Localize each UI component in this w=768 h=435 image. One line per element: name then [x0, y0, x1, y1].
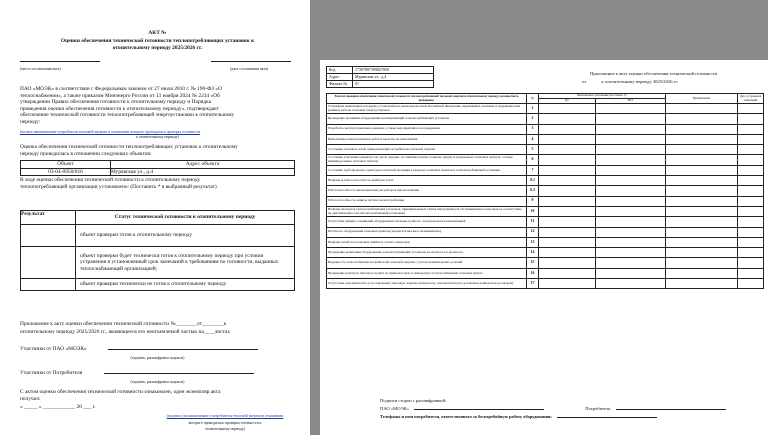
row-number: 8.1	[527, 176, 539, 186]
status-header: Статус технической готовности к отопительному периоду	[76, 211, 295, 225]
requirement-text: Плотность оборудования тепловых пунктов (запорн.Р и вкл.кж в наличии/ижно).	[327, 227, 527, 237]
deadline-cell[interactable]	[738, 124, 764, 134]
bottom-caption-3: отопительному периоду)	[204, 427, 246, 431]
result-table	[20, 210, 295, 291]
yes-cell[interactable]	[539, 104, 596, 114]
yes-cell[interactable]	[539, 279, 596, 289]
result-cell[interactable]	[21, 279, 76, 291]
table-row	[327, 134, 764, 144]
row-number: 13	[527, 237, 539, 247]
note-cell[interactable]	[666, 145, 738, 155]
appendix-line-2: отопительному периоду 2025/2026 гг., являющееся его неотъемлемой частью на____листах	[20, 329, 231, 335]
row-number: 9	[527, 196, 539, 206]
requirement-text: Наличие и работоспособность приборов учета	[327, 176, 527, 186]
no-cell[interactable]	[595, 268, 665, 278]
yes-cell[interactable]	[539, 196, 596, 206]
yes-cell[interactable]	[539, 206, 596, 216]
place-caption: (место составления акта)	[20, 67, 61, 71]
yes-cell[interactable]	[539, 248, 596, 258]
requirements-table	[326, 93, 764, 289]
note-cell[interactable]	[666, 268, 738, 278]
date-caption: (дата составления акта)	[230, 67, 269, 71]
deadline-cell[interactable]	[738, 145, 764, 155]
address-value: Муравская ул., д.4	[353, 74, 434, 81]
table-row	[327, 206, 764, 216]
requirement-text: Выполнение плана ремонтных работ и качество их выполнения	[327, 134, 527, 144]
deadline-cell[interactable]	[738, 176, 764, 186]
requirement-text: Отсутствие задолженности за поставленную тепловую энергию (мощность), теплоноситель (по расчётным данным или договорам)	[327, 279, 527, 289]
completion-header: Выполнение требования (поставить V)	[539, 94, 666, 99]
yes-cell[interactable]	[539, 237, 596, 247]
deadline-cell[interactable]	[738, 237, 764, 247]
row-number: 5	[527, 145, 539, 155]
note-cell[interactable]	[666, 227, 738, 237]
requirement-text: Состояние утепления зданий (и том числе чердаки, лестничные клетки, подвалы, двери) и центральных тепловых пунктов, а также индивидуальных тепловых пунктов	[327, 155, 527, 165]
no-cell[interactable]	[595, 124, 665, 134]
deadline-cell[interactable]	[738, 155, 764, 165]
no-cell[interactable]	[595, 165, 665, 175]
requirement-text: Устранение выявленных в порядке, установленном законодательством Российской Федерации, нарушений в тепловых и гидравлических режимах работы тепловых энергоустановок	[327, 104, 527, 114]
note-cell[interactable]	[666, 186, 738, 196]
no-header: Нет	[595, 99, 665, 104]
intro-line: проведения оценки обеспечения готовности к отопительному периоду», подтверждает	[20, 105, 219, 112]
note-cell[interactable]	[666, 114, 738, 124]
note-cell[interactable]	[666, 206, 738, 216]
object-table	[20, 160, 295, 176]
sign-moek: ПАО «МОЭК»	[380, 406, 409, 411]
yes-cell[interactable]	[539, 268, 596, 278]
branch-value: 01	[353, 81, 434, 88]
yes-cell[interactable]	[539, 134, 596, 144]
deadline-cell[interactable]	[738, 248, 764, 258]
table-row	[327, 268, 764, 278]
row-number: 10	[527, 206, 539, 216]
no-cell[interactable]	[595, 279, 665, 289]
name-caption-2: к отопительному периоду)	[136, 135, 179, 139]
deadline-header: Дата устранения замечаний	[738, 94, 764, 104]
deadline-cell[interactable]	[738, 134, 764, 144]
deadline-cell[interactable]	[738, 258, 764, 268]
yes-cell[interactable]	[539, 176, 596, 186]
status-not-ready: объект проверки технически не готов к отопительному периоду	[76, 279, 295, 291]
deadline-cell[interactable]	[738, 227, 764, 237]
yes-cell[interactable]	[539, 165, 596, 175]
act-page	[0, 0, 310, 435]
row-number: 8.2	[527, 186, 539, 196]
participant-consumer: Участники от Потребителя	[20, 370, 295, 377]
appendix-line-1: Приложение к акту оценки обеспечения технической готовности №________от________к	[20, 321, 227, 327]
name-caption-1: (полное наименование потребителя тепловой энергии в отношении которого проводилась проверка готовности	[20, 130, 201, 134]
table-row	[327, 155, 764, 165]
intro-line: обеспечение технической готовности теплопотребляющей энергоустановки к отопительному	[20, 112, 235, 119]
result-header: Результат	[21, 211, 76, 225]
requirement-text: Состояние трубопроводов, арматуры и тепловой изоляции в пределах тепловых пунктов и теплопотребляющей установки	[327, 165, 527, 175]
code-value: 17397897399827850	[353, 67, 434, 74]
note-cell[interactable]	[666, 279, 738, 289]
date-line: « _____ » ____________ 20 ___ г.	[20, 404, 96, 410]
table-row	[327, 176, 764, 186]
intro-line: теплоснабжении», а также приказом Минэнерго России от 13 ноября 2024 № 2234 «Об	[20, 92, 220, 99]
note-cell[interactable]	[666, 217, 738, 227]
note-cell[interactable]	[666, 237, 738, 247]
requirement-text: Состояние тепловых сетей, принадлежащих потребителю тепловой энергии	[327, 145, 527, 155]
code-label: Код	[327, 67, 353, 74]
row-number: 17	[527, 279, 539, 289]
no-cell[interactable]	[595, 248, 665, 258]
no-cell[interactable]	[595, 145, 665, 155]
place-date-lines	[20, 58, 295, 65]
deadline-cell[interactable]	[738, 206, 764, 216]
note-header: Примечание	[666, 94, 738, 104]
requirement-text: Проведение промывки оборудования и коммуникаций теплопотребляющих установок	[327, 114, 527, 124]
requirement-text: Отсутствие прямых соединений оборудования тепловых пунктов с водопроводом и канализацией	[327, 217, 527, 227]
requirement-text: Разработка эксплуатационных режимов, а также мероприятий по их внедрению	[327, 124, 527, 134]
yes-cell[interactable]	[539, 114, 596, 124]
sign-title: Подписи сторон с расшифровкой:	[380, 398, 447, 403]
row-number: 3	[527, 124, 539, 134]
table-row	[327, 248, 764, 258]
appendix-title-from: от	[582, 79, 587, 84]
deadline-cell[interactable]	[738, 165, 764, 175]
note-cell[interactable]	[666, 155, 738, 165]
intro-paragraph	[20, 86, 295, 126]
no-cell[interactable]	[595, 227, 665, 237]
no-cell[interactable]	[595, 206, 665, 216]
yes-cell[interactable]	[539, 155, 596, 165]
row-number: 6	[527, 155, 539, 165]
sign-phone: Телефоны и имя потребителя, ответственного за бесперебойную работу оборудования:	[380, 415, 760, 420]
deadline-cell[interactable]	[738, 104, 764, 114]
act-subtitle-1: Оценки обеспечения технической готовности теплопотребляющих установок к	[60, 38, 255, 44]
intro-line: ПАО «МОЭК» в соответствии с Федеральным законом от 27 июля 2010 г. № 190-ФЗ «О	[20, 86, 222, 92]
row-number: 1	[527, 104, 539, 114]
table-row	[327, 227, 764, 237]
appendix-title-period: к отопительному периоду 2025/2026 гг.	[601, 79, 679, 84]
note-cell[interactable]	[666, 134, 738, 144]
object-address: Муравская ул., д.4	[111, 168, 295, 176]
table-row	[327, 124, 764, 134]
no-cell[interactable]	[595, 237, 665, 247]
deadline-cell[interactable]	[738, 196, 764, 206]
assessment-line: периоду проводилась в отношении следующих объектов:	[20, 150, 152, 157]
deadline-cell[interactable]	[738, 217, 764, 227]
yes-cell[interactable]	[539, 258, 596, 268]
table-row	[327, 237, 764, 247]
requirement-text: Наличие пломб на расчетных шайбах и соплах элеваторов	[327, 237, 527, 247]
requirements-header: В целях проверки обеспечения технической готовности теплопотребляющей тепловой энергии и отопительному периоду должны быть проверены:	[327, 94, 527, 104]
assessment-line: Оценка обеспечения технической готовности теплопотребляющих установок к отопительному	[20, 144, 238, 150]
yes-cell[interactable]	[539, 124, 596, 134]
table-row	[327, 145, 764, 155]
table-row	[327, 279, 764, 289]
after-table-1: В ходе оценки обеспечения технической готовности к отопительному периоду	[20, 177, 201, 183]
row-number: 12	[527, 227, 539, 237]
result-cell[interactable]	[21, 247, 76, 279]
no-cell[interactable]	[595, 155, 665, 165]
row-number: 15	[527, 258, 539, 268]
branch-label: Филиал №	[327, 81, 353, 88]
address-header: Адрес объекта	[111, 161, 295, 169]
note-cell[interactable]	[666, 165, 738, 175]
note-cell[interactable]	[666, 104, 738, 114]
row-number: 2	[527, 114, 539, 124]
note-cell[interactable]	[666, 196, 738, 206]
no-cell[interactable]	[595, 186, 665, 196]
yes-header: Да	[539, 99, 596, 104]
table-row	[327, 186, 764, 196]
row-number: 14	[527, 248, 539, 258]
sign-consumer: Потребитель	[585, 406, 611, 411]
signature-caption: (подпись, расшифровка подписи)	[130, 356, 185, 360]
info-table	[326, 66, 434, 88]
table-row	[327, 217, 764, 227]
consent-2: получил:	[20, 396, 41, 402]
row-number: 16	[527, 268, 539, 278]
no-cell[interactable]	[595, 217, 665, 227]
participant-moek: Участники от ПАО «МОЭК»	[20, 346, 295, 353]
requirement-text: Проведение ремонтов теплового пункта по прямой подаче и температуре и теплоснабжению тепловой пункта	[327, 268, 527, 278]
after-table-2: теплопотребляющей организации установлено: (Поставить * в выбранный результат)	[20, 184, 217, 190]
place-date-captions	[20, 67, 295, 71]
act-title: АКТ №	[148, 30, 167, 36]
consent-1: С актом оценки обеспечения технической готовности ознакомлен, один экземпляр акта	[20, 389, 221, 395]
table-row	[327, 165, 764, 175]
note-cell[interactable]	[666, 176, 738, 186]
no-cell[interactable]	[595, 134, 665, 144]
requirement-text: Надежность теплоснабжения потребителей тепловой энергии с учетом климатических условий	[327, 258, 527, 268]
object-header: Объект	[21, 161, 111, 169]
table-row	[327, 196, 764, 206]
status-ready: объект проверки готов к отопительному периоду	[76, 225, 295, 247]
yes-cell[interactable]	[539, 145, 596, 155]
yes-cell[interactable]	[539, 217, 596, 227]
object-code: 03-04-0950/016	[21, 168, 111, 176]
no-cell[interactable]	[595, 176, 665, 186]
requirement-text: Работоспособность автоматических регуляторов при их наличии	[327, 186, 527, 196]
requirement-text: Проведение испытания оборудования теплопотребляющих установок на плотность и прочность	[327, 248, 527, 258]
note-cell[interactable]	[666, 248, 738, 258]
yes-cell[interactable]	[539, 227, 596, 237]
yes-cell[interactable]	[539, 186, 596, 196]
address-label: Адрес	[327, 74, 353, 81]
row-number: 11	[527, 217, 539, 227]
assessment-paragraph	[20, 144, 295, 157]
deadline-cell[interactable]	[738, 279, 764, 289]
note-cell[interactable]	[666, 258, 738, 268]
signature-caption: (подпись, расшифровка подписи)	[130, 380, 185, 384]
bottom-caption-1: (подпись уполномоченного потребителя тепловой энергии в отношении	[166, 414, 284, 418]
no-cell[interactable]	[595, 258, 665, 268]
no-cell[interactable]	[595, 114, 665, 124]
no-cell[interactable]	[595, 104, 665, 114]
status-conditional: объект проверки будет технически готов к отопительному периоду при условии устранения в установленный срок замечаний к требованиям по готовности, выданных теплоснабжающей организацией;	[76, 247, 295, 279]
table-row	[327, 104, 764, 114]
row-number: 7	[527, 165, 539, 175]
deadline-cell[interactable]	[738, 268, 764, 278]
no-cell[interactable]	[595, 196, 665, 206]
requirement-text: Работоспособность защиты систем теплопотребления	[327, 196, 527, 206]
table-row	[327, 258, 764, 268]
deadline-cell[interactable]	[738, 114, 764, 124]
intro-line: периоду:	[20, 118, 41, 125]
intro-line: утверждении Правил обеспечения готовности к отопительному периоду и Порядка	[20, 99, 212, 106]
sign-line	[380, 407, 760, 412]
note-cell[interactable]	[666, 124, 738, 134]
appendix-title-1: Приложение к акту оценки обеспечения технической готовности	[590, 71, 717, 76]
act-subtitle-2: отопительному периоду 2025/2026 гг.	[112, 45, 203, 51]
requirement-text: Наличие паспортов теплопотребляющих установок, принципиальных схем и инструкций для обслуживающего персонала и соответствие их действительности (теплопотребляющей установки)	[327, 206, 527, 216]
row-number: 4	[527, 134, 539, 144]
appendix-title-line	[582, 80, 678, 85]
deadline-cell[interactable]	[738, 186, 764, 196]
table-row	[327, 114, 764, 124]
number-header: №	[527, 94, 539, 104]
appendix-page	[320, 60, 768, 435]
bottom-caption-2: которого проводилась проверка готовности к	[188, 421, 262, 425]
result-cell[interactable]	[21, 225, 76, 247]
